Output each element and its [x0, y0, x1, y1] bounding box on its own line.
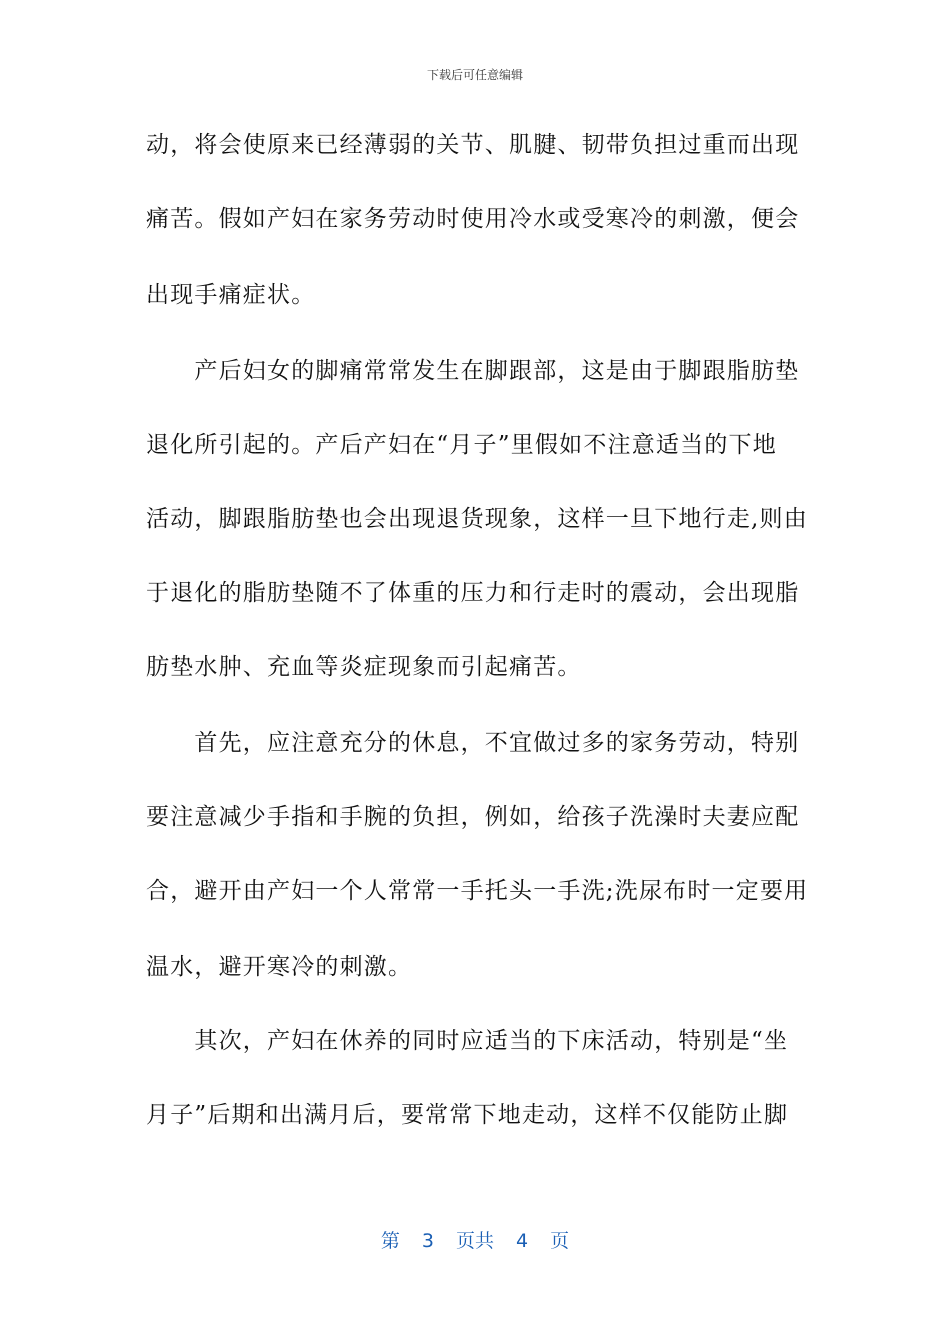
body-line-14: 月子”后期和出满月后，要常常下地走动，这样不仅能防止脚	[146, 1102, 789, 1128]
body-line-13: 其次，产妇在休养的同时应适当的下床活动，特别是“坐	[146, 1028, 789, 1054]
footer-total-pages: 4	[516, 1230, 529, 1252]
body-line-10: 要注意减少手指和手腕的负担，例如，给孩子洗澡时夫妻应配	[146, 804, 800, 830]
body-line-5: 退化所引起的。产后产妇在“月子”里假如不注意适当的下地	[146, 432, 777, 458]
footer-suffix: 页	[550, 1230, 570, 1252]
body-line-12: 温水，避开寒冷的刺激。	[146, 954, 413, 980]
body-line-2: 痛苦。假如产妇在家务劳动时使用冷水或受寒冷的刺激，便会	[146, 206, 800, 232]
body-line-11: 合，避开由产妇一个人常常一手托头一手洗;洗尿布时一定要用	[146, 878, 809, 904]
body-line-8: 肪垫水肿、充血等炎症现象而引起痛苦。	[146, 654, 582, 680]
body-line-6: 活动，脚跟脂肪垫也会出现退货现象，这样一旦下地行走,则由	[146, 506, 808, 532]
footer-prefix: 第	[380, 1230, 400, 1252]
body-line-9: 首先，应注意充分的休息，不宜做过多的家务劳动，特别	[146, 730, 800, 756]
body-line-7: 于退化的脂肪垫随不了体重的压力和行走时的震动，会出现脂	[146, 580, 800, 606]
page-header: 下载后可任意编辑	[426, 68, 523, 82]
body-line-4: 产后妇女的脚痛常常发生在脚跟部，这是由于脚跟脂肪垫	[146, 358, 800, 384]
page-footer	[0, 1226, 950, 1253]
footer-current-page: 3	[421, 1230, 434, 1252]
body-line-1: 动，将会使原来已经薄弱的关节、肌腱、韧带负担过重而出现	[146, 132, 800, 158]
footer-middle: 页共	[455, 1230, 494, 1252]
body-line-3: 出现手痛症状。	[146, 282, 316, 308]
